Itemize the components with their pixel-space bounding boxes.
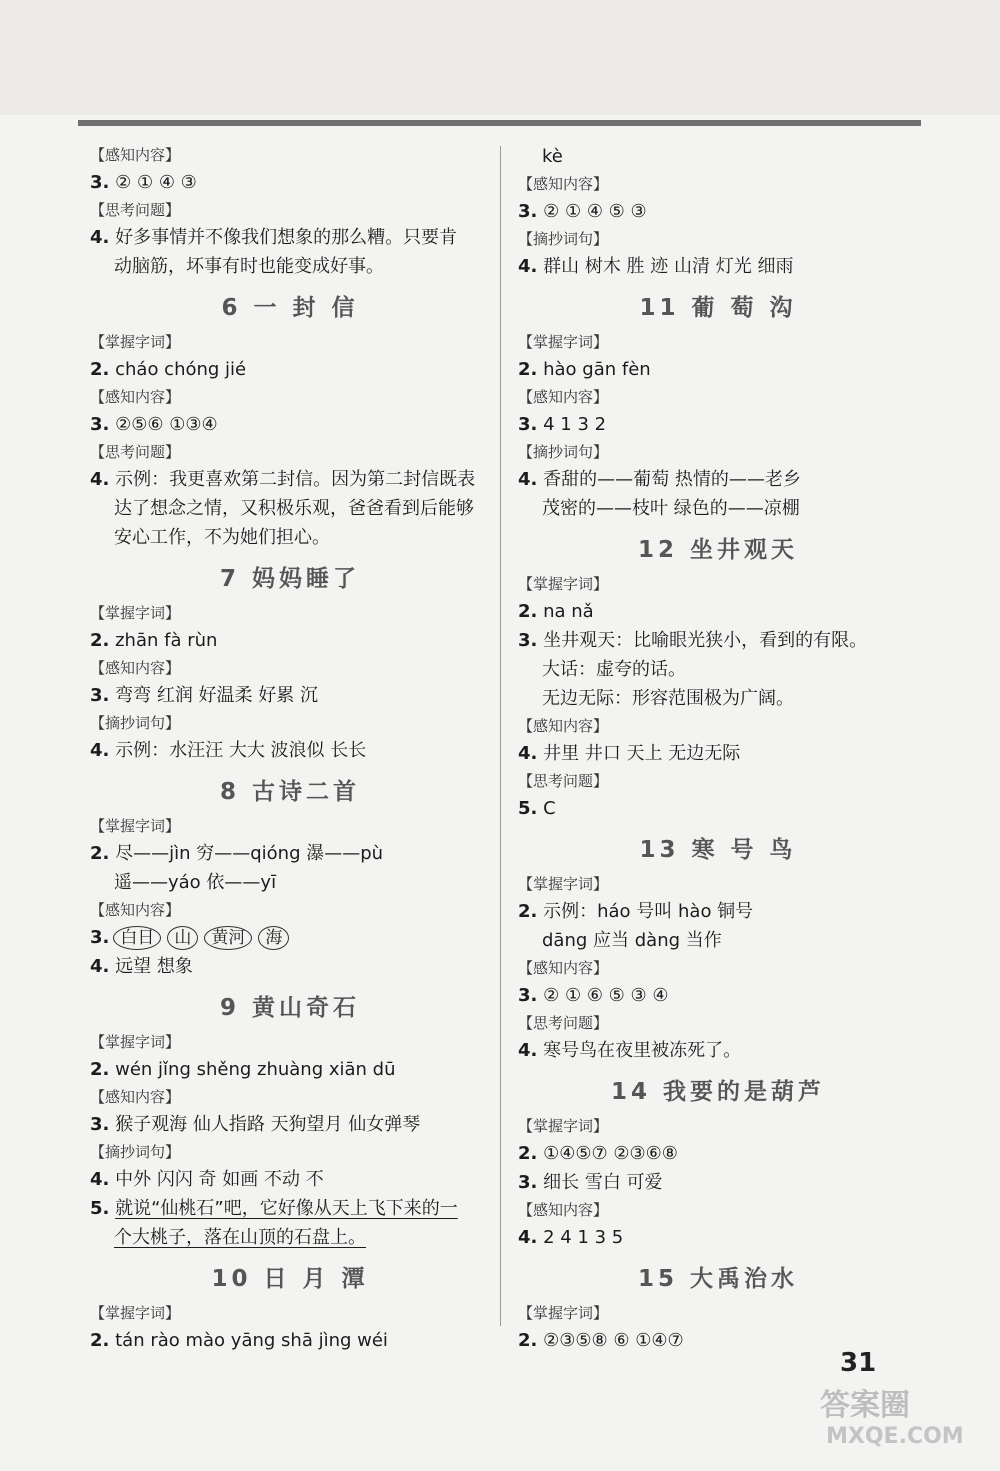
answer-text: 示例：háo 号叫 hào 铜号 (543, 901, 754, 922)
section-tag: 【摘抄词句】 (518, 230, 609, 248)
answer-line (90, 1223, 490, 1252)
answer-line (518, 197, 918, 226)
answer-text: 4 1 3 2 (543, 414, 607, 435)
lesson-title: 6 一 封 信 (221, 295, 359, 321)
watermark-logo: 答案圈 (820, 1388, 910, 1423)
answer-line (90, 252, 490, 281)
question-number: 2. (90, 630, 110, 651)
section-tag: 【感知内容】 (90, 659, 181, 677)
section-tag: 【感知内容】 (518, 959, 609, 977)
question-number: 4. (90, 956, 110, 977)
answer-text: zhān fà rùn (115, 630, 218, 651)
answer-line (90, 168, 490, 197)
section-tag: 【思考问题】 (518, 1014, 609, 1032)
section-tag: 【掌握字词】 (90, 817, 181, 835)
answer-text: 群山 树木 胜 迹 山清 灯光 细雨 (543, 256, 794, 277)
section-tag: 【感知内容】 (90, 388, 181, 406)
question-number: 2. (90, 1059, 110, 1080)
answer-text: 香甜的——葡萄 热情的——老乡 (543, 469, 801, 490)
answer-text: cháo chóng jié (115, 359, 247, 380)
answer-text: hào gān fèn (543, 359, 651, 380)
right-column (518, 142, 918, 1355)
answer-line (518, 1036, 918, 1065)
question-number: 3. (518, 201, 538, 222)
answer-text: wén jǐng shěng zhuàng xiān dū (115, 1059, 396, 1080)
circled-answer: 白日 (113, 926, 161, 950)
question-number: 3. (90, 414, 110, 435)
lesson-title: 13 寒 号 鸟 (639, 837, 797, 863)
lesson-title: 7 妈妈睡了 (219, 566, 360, 592)
answer-line (518, 494, 918, 523)
answer-line (518, 252, 918, 281)
section-tag: 【掌握字词】 (90, 333, 181, 351)
section-tag: 【掌握字词】 (518, 1304, 609, 1322)
answer-line (90, 494, 490, 523)
answer-text: dāng 应当 dàng 当作 (542, 930, 722, 951)
lesson-title: 11 葡 萄 沟 (639, 295, 797, 321)
answer-text: 就说“仙桃石”吧，它好像从天上飞下来的一 (115, 1198, 458, 1219)
lesson-title: 8 古诗二首 (219, 779, 360, 805)
answer-text: 细长 雪白 可爱 (543, 1172, 663, 1193)
watermark-url: MXQE.COM (826, 1424, 964, 1449)
answer-line (90, 410, 490, 439)
question-number: 3. (90, 685, 110, 706)
answer-line (90, 1326, 490, 1355)
section-tag: 【感知内容】 (518, 717, 609, 735)
answer-line (90, 868, 490, 897)
answer-line (90, 736, 490, 765)
question-number: 3. (90, 172, 110, 193)
question-number: 3. (90, 927, 110, 948)
section-tag: 【掌握字词】 (90, 1033, 181, 1051)
question-number: 3. (90, 1114, 110, 1135)
answer-line (90, 923, 490, 952)
answer-text: ② ① ⑥ ⑤ ③ ④ (543, 985, 669, 1006)
answer-line (518, 794, 918, 823)
answer-text: 安心工作，不为她们担心。 (114, 527, 330, 548)
answer-line (90, 223, 490, 252)
answer-text: 遥——yáo 依——yī (114, 872, 277, 893)
answer-text: ② ① ④ ③ (115, 172, 197, 193)
page-top-band (0, 0, 1000, 115)
section-tag: 【掌握字词】 (518, 875, 609, 893)
section-tag: 【摘抄词句】 (518, 443, 609, 461)
question-number: 4. (518, 743, 538, 764)
lesson-title: 9 黄山奇石 (219, 995, 360, 1021)
question-number: 2. (518, 1330, 538, 1351)
answer-text: na nǎ (543, 601, 594, 622)
answer-text: 示例：水汪汪 大大 波浪似 长长 (115, 740, 367, 761)
section-tag: 【感知内容】 (518, 388, 609, 406)
answer-line (518, 1223, 918, 1252)
circled-answer: 海 (258, 926, 289, 950)
answer-text: C (543, 798, 556, 819)
question-number: 5. (90, 1198, 110, 1219)
section-tag: 【掌握字词】 (518, 333, 609, 351)
answer-line (518, 410, 918, 439)
section-tag: 【摘抄词句】 (90, 1143, 181, 1161)
answer-line (518, 1139, 918, 1168)
section-tag: 【掌握字词】 (90, 604, 181, 622)
answer-text: 茂密的——枝叶 绿色的——凉棚 (542, 498, 800, 519)
answer-line (90, 1055, 490, 1084)
question-number: 3. (518, 414, 538, 435)
answer-text: ②⑤⑥ ①③④ (115, 414, 218, 435)
answer-line (518, 1168, 918, 1197)
answer-text: 猴子观海 仙人指路 天狗望月 仙女弹琴 (115, 1114, 421, 1135)
answer-line (518, 655, 918, 684)
answer-text: 无边无际：形容范围极为广阔。 (542, 688, 794, 709)
answer-line (90, 355, 490, 384)
question-number: 3. (518, 1172, 538, 1193)
answer-line (518, 142, 918, 171)
section-tag: 【掌握字词】 (518, 1117, 609, 1135)
answer-line (90, 523, 490, 552)
question-number: 3. (518, 630, 538, 651)
lesson-title: 15 大禹治水 (637, 1266, 798, 1292)
section-tag: 【思考问题】 (90, 443, 181, 461)
section-tag: 【思考问题】 (90, 201, 181, 219)
answer-line (90, 681, 490, 710)
question-number: 4. (90, 1169, 110, 1190)
answer-line (90, 952, 490, 981)
answer-text: 井里 井口 天上 无边无际 (543, 743, 741, 764)
question-number: 4. (518, 256, 538, 277)
section-tag: 【思考问题】 (518, 772, 609, 790)
section-tag: 【摘抄词句】 (90, 714, 181, 732)
answer-line (518, 981, 918, 1010)
question-number: 2. (518, 1143, 538, 1164)
left-column (90, 142, 490, 1355)
question-number: 4. (90, 740, 110, 761)
answer-line (90, 465, 490, 494)
answer-text: ② ① ④ ⑤ ③ (543, 201, 647, 222)
column-divider (500, 146, 501, 1326)
question-number: 4. (518, 469, 538, 490)
answer-line (518, 739, 918, 768)
answer-line (90, 1165, 490, 1194)
section-tag: 【感知内容】 (518, 175, 609, 193)
section-tag: 【掌握字词】 (90, 1304, 181, 1322)
answer-text: 中外 闪闪 奇 如画 不动 不 (115, 1169, 324, 1190)
answer-text: 远望 想象 (115, 956, 193, 977)
question-number: 4. (90, 227, 110, 248)
section-tag: 【感知内容】 (90, 901, 181, 919)
answer-line (90, 1194, 490, 1223)
circled-answer: 黄河 (204, 926, 252, 950)
answer-text: 大话：虚夸的话。 (542, 659, 686, 680)
question-number: 2. (90, 359, 110, 380)
answer-text: 达了想念之情，又积极乐观，爸爸看到后能够 (114, 498, 474, 519)
circled-answer: 山 (167, 926, 198, 950)
answer-text: kè (542, 146, 563, 167)
question-number: 2. (90, 1330, 110, 1351)
question-number: 5. (518, 798, 538, 819)
section-tag: 【感知内容】 (90, 1088, 181, 1106)
page-number: 31 (840, 1348, 877, 1378)
answer-line (90, 839, 490, 868)
answer-text: 寒号鸟在夜里被冻死了。 (543, 1040, 742, 1061)
lesson-title: 10 日 月 潭 (211, 1266, 369, 1292)
answer-line (90, 626, 490, 655)
answer-text: ①④⑤⑦ ②③⑥⑧ (543, 1143, 678, 1164)
header-rule (78, 120, 921, 126)
question-number: 3. (518, 985, 538, 1006)
answer-text: ②③⑤⑧ ⑥ ①④⑦ (543, 1330, 684, 1351)
answer-text: 动脑筋，坏事有时也能变成好事。 (114, 256, 384, 277)
question-number: 2. (518, 601, 538, 622)
question-number: 4. (518, 1227, 538, 1248)
answer-text: 示例：我更喜欢第二封信。因为第二封信既表 (115, 469, 476, 490)
answer-line (518, 897, 918, 926)
question-number: 4. (90, 469, 110, 490)
answer-line (518, 626, 918, 655)
answer-line (518, 684, 918, 713)
answer-line (518, 355, 918, 384)
question-number: 2. (518, 901, 538, 922)
section-tag: 【感知内容】 (518, 1201, 609, 1219)
answer-line (90, 1110, 490, 1139)
lesson-title: 12 坐井观天 (637, 537, 798, 563)
section-tag: 【掌握字词】 (518, 575, 609, 593)
answer-text: 好多事情并不像我们想象的那么糟。只要肯 (115, 227, 458, 248)
question-number: 4. (518, 1040, 538, 1061)
answer-text: 2 4 1 3 5 (543, 1227, 624, 1248)
question-number: 2. (518, 359, 538, 380)
answer-line (518, 926, 918, 955)
answer-line (518, 597, 918, 626)
answer-text: 尽——jìn 穷——qióng 瀑——pù (115, 843, 384, 864)
question-number: 2. (90, 843, 110, 864)
lesson-title: 14 我要的是葫芦 (610, 1079, 825, 1105)
answer-text: tán rào mào yāng shā jìng wéi (115, 1330, 388, 1351)
answer-line (518, 465, 918, 494)
section-tag: 【感知内容】 (90, 146, 181, 164)
answer-text: 坐井观天：比喻眼光狭小，看到的有限。 (543, 630, 868, 651)
answer-text: 个大桃子，落在山顶的石盘上。 (114, 1227, 366, 1248)
answer-text: 弯弯 红润 好温柔 好累 沉 (115, 685, 318, 706)
